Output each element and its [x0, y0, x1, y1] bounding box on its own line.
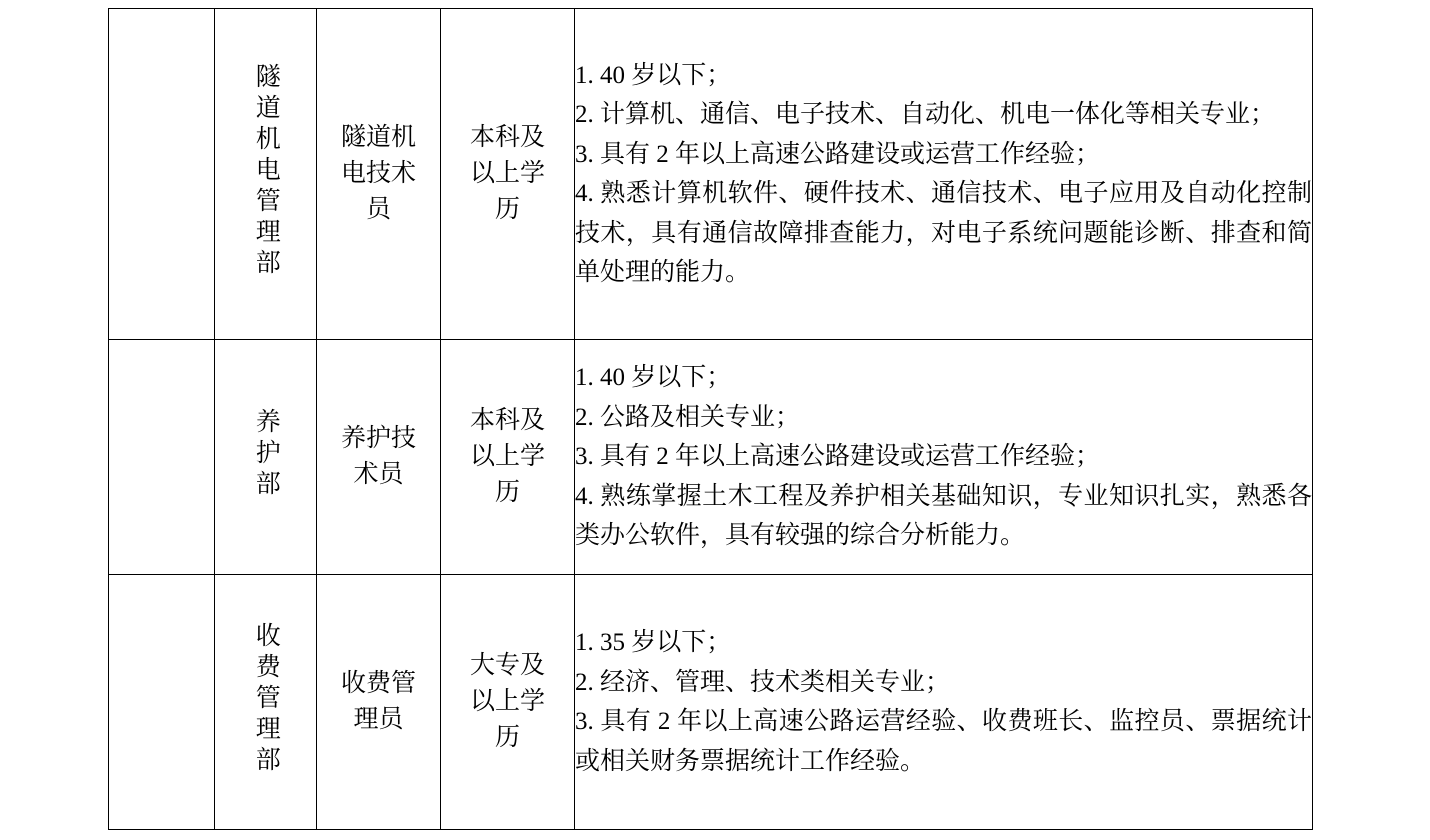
requirement-line: 3. 具有 2 年以上高速公路建设或运营工作经验； [575, 443, 1101, 471]
requirement-line: 1. 35 岁以下； [575, 629, 732, 656]
table-cell-post [317, 340, 441, 575]
education-label-line: 大专及 [469, 651, 545, 679]
post-label-line: 养护技 [340, 424, 416, 452]
post-label-line: 隧道机 [340, 123, 416, 151]
requirement-line: 4. 熟练掌握土木工程及养护相关基础知识，专业知识扎实，熟悉各类办公软件，具有较强的综合分析能力。 [575, 482, 1312, 550]
post-label-line: 理员 [353, 706, 404, 733]
requirement-line: 2. 公路及相关专业； [575, 403, 801, 431]
post-label-line: 电技术 [340, 159, 416, 187]
table-cell-requirements [575, 575, 1313, 830]
table-row [109, 575, 1313, 830]
table-row [109, 340, 1313, 575]
department-label: 养护部 [252, 408, 280, 501]
post-label-line: 术员 [353, 461, 404, 488]
table-cell-department [215, 9, 317, 340]
requirement-line: 2. 计算机、通信、电子技术、自动化、机电一体化等相关专业； [575, 101, 1276, 128]
post-label-line: 员 [365, 196, 391, 224]
table-cell-spacer [109, 9, 215, 340]
table-cell-requirements [575, 9, 1313, 340]
table-cell-education [441, 340, 575, 575]
table-cell-education [441, 575, 575, 830]
table-cell-spacer [109, 340, 215, 575]
table-cell-post [317, 9, 441, 340]
education-label-line: 历 [494, 196, 520, 224]
education-label-line: 本科及 [469, 406, 545, 434]
department-label: 收费管理部 [252, 622, 280, 777]
education-label-line: 以上学 [469, 442, 545, 470]
requirement-line: 3. 具有 2 年以上高速公路建设或运营工作经验； [575, 140, 1101, 168]
table-cell-requirements [575, 340, 1313, 575]
table-cell-department [215, 575, 317, 830]
education-label-line: 历 [494, 724, 520, 752]
department-label: 隧道机电管理部 [252, 63, 280, 280]
table-cell-spacer [109, 575, 215, 830]
table-row [109, 9, 1313, 340]
education-label-line: 本科及 [469, 123, 545, 151]
post-label-line: 收费管 [340, 669, 416, 697]
recruitment-requirements-table [108, 8, 1313, 830]
requirement-line: 3. 具有 2 年以上高速公路运营经验、收费班长、监控员、票据统计或相关财务票据统计工作经验。 [575, 708, 1312, 775]
education-label-line: 以上学 [469, 159, 545, 187]
table-cell-education [441, 9, 575, 340]
requirement-line: 1. 40 岁以下； [575, 61, 732, 89]
education-label-line: 历 [494, 479, 520, 507]
table-cell-post [317, 575, 441, 830]
requirement-line: 2. 经济、管理、技术类相关专业； [575, 668, 951, 696]
table-cell-department [215, 340, 317, 575]
requirement-line: 4. 熟悉计算机软件、硬件技术、通信技术、电子应用及自动化控制技术，具有通信故障排查能力，对电子系统问题能诊断、排查和简单处理的能力。 [575, 180, 1312, 286]
education-label-line: 以上学 [469, 687, 545, 715]
requirement-line: 1. 40 岁以下； [575, 364, 732, 392]
